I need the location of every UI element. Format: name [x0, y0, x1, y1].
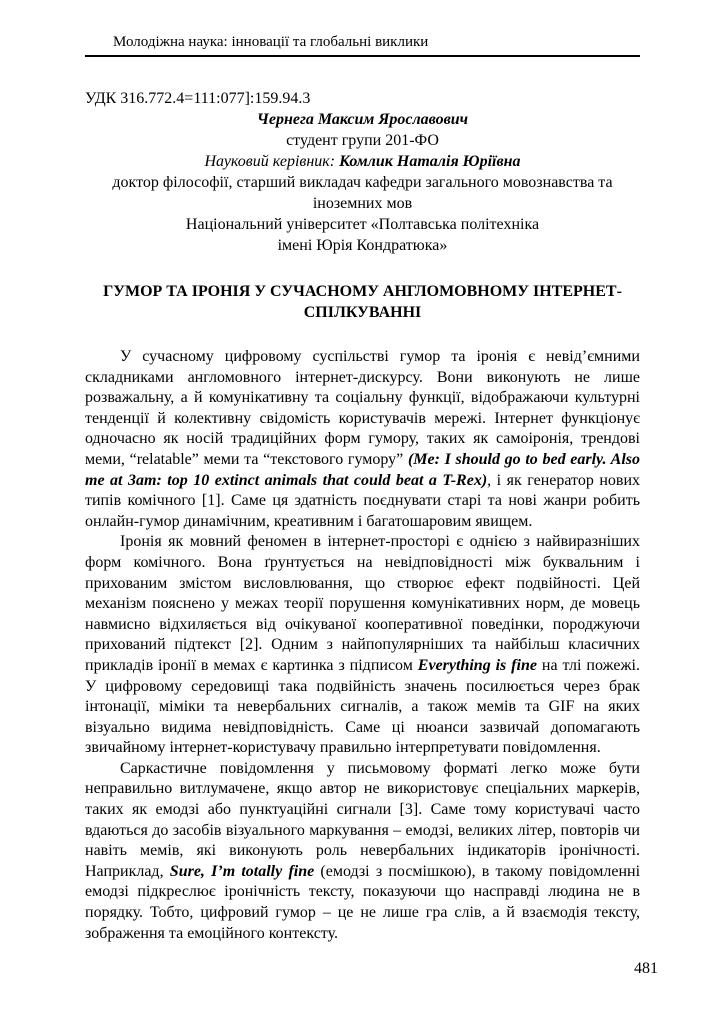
- emphasis-text: Sure, I’m totally fine: [169, 862, 315, 880]
- header-rule: [85, 55, 640, 57]
- paragraph: [85, 759, 640, 944]
- body-text: на тлі пожежі. У цифровому середовищі така подвійність значень посилюється через брак інтонації, міміки та невербальних сигналів, а також мемів та GIF на яких візуально видима невідповідність. Саме ці нюанси зазвичай допомагають звичайному інтернет-користувачу правильно інтерпретувати повідомлення.: [85, 656, 641, 757]
- advisor-name: Комлик Наталія Юріївна: [339, 153, 521, 170]
- body-text: У сучасному цифровому суспільстві гумор та іронія є невід’ємними складниками англомовного інтернет-дискурсу. Вони виконують не лише розважальну, а й комунікативну та соціальну функції, відображаючи культурні тенденції й колективну свідомість користувачів мережі. Інтернет функціонує одночасно як носій традиційних форм гумору, таких як самоіронія, трендові меми, “relatable” меми та “текстового гумору”: [85, 348, 640, 468]
- paragraph: [85, 347, 640, 532]
- body-text: , і як генератор нових типів комічного [1]. Саме ця здатність поєднувати старі та нові жанри робить онлайн-гумор динамічним, креативним і багатошаровим явищем.: [85, 471, 641, 530]
- advisor-role: доктор філософії, старший викладач кафедри загального мовознавства та іноземних мов: [112, 174, 613, 212]
- udc-number: УДК 316.772.4=111:077]:159.94.3: [85, 90, 311, 107]
- emphasis-text: (Me: I should go to bed early. Also me at 3am: top 10 extinct animals that could beat a T-Rex): [85, 450, 640, 489]
- university-name-line2: імені Юрія Кондратюка»: [277, 237, 448, 254]
- paragraph: [85, 532, 640, 759]
- article-title: ГУМОР ТА ІРОНІЯ У СУЧАСНОМУ АНГЛОМОВНОМУ ІНТЕРНЕТ-СПІЛКУВАННІ: [103, 283, 622, 321]
- author-role: студент групи 201-ФО: [286, 132, 439, 149]
- author-name: Чернега Максим Ярославович: [256, 111, 469, 128]
- emphasis-text: Everything is fine: [417, 656, 537, 674]
- university-name-line1: Національний університет «Полтавська політехніка: [185, 216, 540, 233]
- body-text: Іронія як мовний феномен в інтернет-просторі є однією з найвиразніших форм комічного. Вона ґрунтується на невідповідності між буквальним і прихованим змістом висловлювання, що створює ефект подвійності. Цей механізм пояснено у межах теорії порушення комунікативних норм, де мовець навмисно відхиляється від очікуваної кооперативної поведінки, породжуючи прихований підтекст [2]. Одним з найпопулярніших та найбільш класичних прикладів іронії в мемах є картинка з підписом: [85, 533, 640, 674]
- running-header: [85, 33, 640, 57]
- body-text: (емодзі з посмішкою), в такому повідомленні емодзі підкреслює іронічність тексту, показуючи що насправді людина не в порядку. Тобто, цифровий гумор – це не лише гра слів, а й взаємодія тексту, зображення та емоційного контексту.: [85, 862, 641, 942]
- page-number: 481: [634, 960, 658, 977]
- body-text: Саркастичне повідомлення у письмовому форматі легко може бути неправильно витлумачене, якщо автор не використовує спеціальних маркерів, таких як емодзі або пунктуаційні сигнали [3]. Саме тому користувачі часто вдаються до засобів візуального маркування – емодзі, великих літер, повторів чи навіть мемів, які виконують роль невербальних індикаторів іронічності. Наприклад,: [85, 759, 640, 880]
- article-meta: [85, 88, 640, 256]
- advisor-line: [85, 151, 640, 172]
- article-body: [85, 347, 640, 944]
- advisor-label: Науковий керівник:: [204, 153, 340, 170]
- running-header-text: Молодіжна наука: інновації та глобальні виклики: [113, 34, 429, 50]
